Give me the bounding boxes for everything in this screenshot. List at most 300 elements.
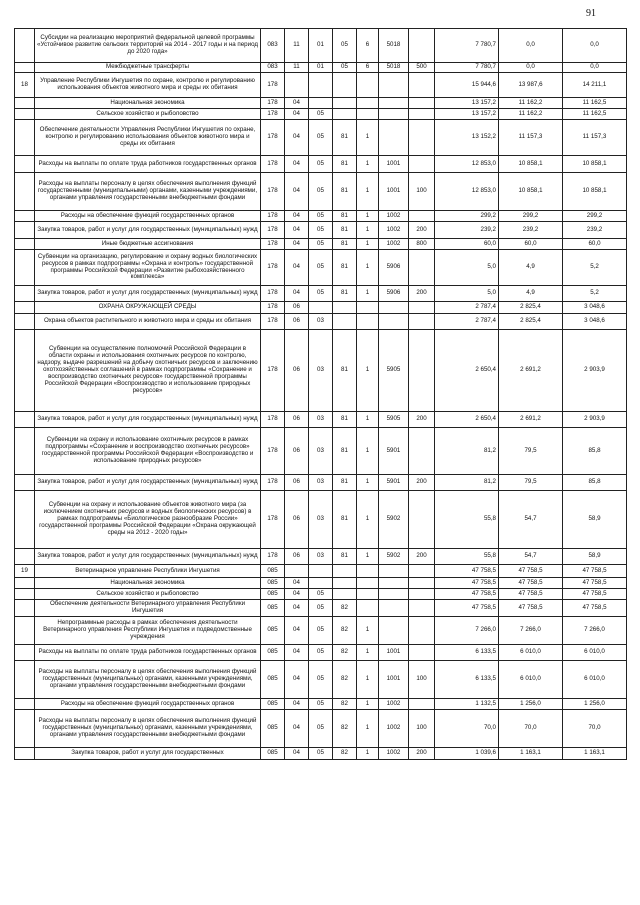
amount-year-3: 1 163,1 (563, 748, 627, 760)
code-direction: 1001 (379, 156, 409, 173)
row-number (15, 412, 35, 428)
item-name: Расходы на выплаты по оплате труда работников государственных органов (35, 156, 261, 173)
item-name: Сельское хозяйство и рыболовство (35, 589, 261, 600)
code-subsection: 05 (309, 617, 333, 645)
code-program: 81 (333, 286, 357, 302)
code-subsection: 05 (309, 748, 333, 760)
code-direction (379, 73, 409, 98)
code-direction (379, 302, 409, 314)
table-row (15, 475, 627, 491)
amount-year-3: 14 211,1 (563, 73, 627, 98)
code-expense-type (409, 589, 435, 600)
amount-year-2: 47 758,5 (499, 578, 563, 589)
amount-year-2: 299,2 (499, 211, 563, 222)
code-subprogram: 1 (357, 211, 379, 222)
table-row (15, 589, 627, 600)
row-number: 18 (15, 73, 35, 98)
amount-year-2: 79,5 (499, 475, 563, 491)
table-row (15, 211, 627, 222)
code-grbs: 178 (261, 314, 285, 330)
code-subsection: 03 (309, 330, 333, 412)
amount-year-2: 47 758,5 (499, 565, 563, 578)
row-number (15, 239, 35, 250)
table-row (15, 549, 627, 565)
amount-year-3: 5,2 (563, 286, 627, 302)
item-name: Закупка товаров, работ и услуг для государственных (муниципальных) нужд (35, 412, 261, 428)
item-name: Иные бюджетные ассигнования (35, 239, 261, 250)
code-subsection: 03 (309, 412, 333, 428)
code-expense-type: 200 (409, 412, 435, 428)
row-number (15, 98, 35, 109)
code-section: 04 (285, 578, 309, 589)
amount-year-3: 60,0 (563, 239, 627, 250)
code-subsection (309, 73, 333, 98)
code-direction (379, 617, 409, 645)
table-row (15, 286, 627, 302)
code-grbs: 178 (261, 475, 285, 491)
amount-year-2: 2 691,2 (499, 330, 563, 412)
item-name: Расходы на обеспечение функций государственных органов (35, 211, 261, 222)
code-grbs: 178 (261, 491, 285, 549)
code-direction: 5906 (379, 286, 409, 302)
code-program: 81 (333, 156, 357, 173)
code-grbs: 178 (261, 330, 285, 412)
table-row (15, 330, 627, 412)
item-name: Субвенции на организацию, регулирование и охрану водных биологических ресурсов в рамках подпрограммы «Охрана и контроль» государственной программы Российской Федерации «Развитие рыбохозяйственного комплекса» (35, 250, 261, 286)
code-subprogram: 1 (357, 491, 379, 549)
code-subsection: 05 (309, 710, 333, 748)
code-grbs: 083 (261, 29, 285, 63)
code-direction: 5905 (379, 330, 409, 412)
amount-year-3: 3 048,6 (563, 314, 627, 330)
item-name: Национальная экономика (35, 578, 261, 589)
amount-year-1: 7 780,7 (435, 29, 499, 63)
amount-year-2: 47 758,5 (499, 600, 563, 617)
code-grbs: 178 (261, 73, 285, 98)
code-expense-type (409, 29, 435, 63)
code-expense-type (409, 699, 435, 710)
table-row (15, 578, 627, 589)
code-section: 04 (285, 748, 309, 760)
code-subsection: 05 (309, 645, 333, 661)
row-number (15, 222, 35, 239)
code-grbs: 178 (261, 156, 285, 173)
code-direction (379, 109, 409, 120)
amount-year-2: 4,9 (499, 286, 563, 302)
code-subprogram: 1 (357, 330, 379, 412)
code-grbs: 085 (261, 645, 285, 661)
code-subprogram: 6 (357, 63, 379, 73)
row-number (15, 109, 35, 120)
table-row (15, 73, 627, 98)
code-section: 04 (285, 286, 309, 302)
item-name: Управление Республики Ингушетия по охране, контролю и регулированию использования объектов животного мира и среды их обитания (35, 73, 261, 98)
amount-year-3: 11 162,5 (563, 98, 627, 109)
row-number (15, 156, 35, 173)
code-subsection: 01 (309, 29, 333, 63)
row-number (15, 120, 35, 156)
code-direction: 5018 (379, 29, 409, 63)
amount-year-2: 7 266,0 (499, 617, 563, 645)
code-expense-type (409, 98, 435, 109)
code-subprogram: 1 (357, 120, 379, 156)
code-section: 04 (285, 239, 309, 250)
code-grbs: 178 (261, 211, 285, 222)
amount-year-1: 81,2 (435, 428, 499, 475)
code-subsection: 05 (309, 600, 333, 617)
table-row (15, 491, 627, 549)
code-program: 81 (333, 549, 357, 565)
budget-table (14, 28, 627, 760)
item-name: Субсидии на реализацию мероприятий федеральной целевой программы «Устойчивое развитие сельских территорий на 2014 - 2017 годы и на период до 2020 года» (35, 29, 261, 63)
code-section (285, 73, 309, 98)
code-subsection: 05 (309, 120, 333, 156)
row-number (15, 645, 35, 661)
code-grbs: 085 (261, 699, 285, 710)
row-number (15, 491, 35, 549)
amount-year-3: 239,2 (563, 222, 627, 239)
code-grbs: 178 (261, 286, 285, 302)
code-expense-type (409, 565, 435, 578)
code-program (333, 578, 357, 589)
amount-year-1: 7 780,7 (435, 63, 499, 73)
code-subprogram (357, 589, 379, 600)
amount-year-2: 11 162,2 (499, 98, 563, 109)
code-section: 04 (285, 699, 309, 710)
row-number (15, 314, 35, 330)
code-direction: 1002 (379, 699, 409, 710)
code-program: 82 (333, 645, 357, 661)
amount-year-2: 10 858,1 (499, 156, 563, 173)
code-program: 81 (333, 222, 357, 239)
code-program: 81 (333, 250, 357, 286)
code-expense-type (409, 109, 435, 120)
amount-year-1: 81,2 (435, 475, 499, 491)
item-name: Закупка товаров, работ и услуг для государственных (муниципальных) нужд (35, 549, 261, 565)
code-section: 04 (285, 211, 309, 222)
code-section: 04 (285, 222, 309, 239)
amount-year-3: 58,9 (563, 549, 627, 565)
code-subprogram: 1 (357, 428, 379, 475)
code-section: 04 (285, 589, 309, 600)
amount-year-1: 60,0 (435, 239, 499, 250)
amount-year-2: 47 758,5 (499, 589, 563, 600)
code-subsection: 03 (309, 428, 333, 475)
code-subprogram (357, 109, 379, 120)
amount-year-1: 13 152,2 (435, 120, 499, 156)
amount-year-3: 70,0 (563, 710, 627, 748)
code-expense-type (409, 314, 435, 330)
budget-table-body (15, 29, 627, 760)
code-program: 81 (333, 412, 357, 428)
code-section: 06 (285, 475, 309, 491)
code-direction (379, 120, 409, 156)
item-name: Охрана объектов растительного и животного мира и среды их обитания (35, 314, 261, 330)
amount-year-1: 12 853,0 (435, 156, 499, 173)
code-direction: 1001 (379, 173, 409, 211)
code-subsection: 05 (309, 173, 333, 211)
code-expense-type (409, 250, 435, 286)
table-row (15, 412, 627, 428)
code-subsection: 05 (309, 211, 333, 222)
amount-year-3: 0,0 (563, 63, 627, 73)
amount-year-2: 4,9 (499, 250, 563, 286)
code-direction: 1002 (379, 748, 409, 760)
row-number (15, 211, 35, 222)
code-direction: 5906 (379, 250, 409, 286)
table-row (15, 748, 627, 760)
code-expense-type: 100 (409, 173, 435, 211)
amount-year-1: 7 266,0 (435, 617, 499, 645)
code-section: 04 (285, 250, 309, 286)
amount-year-1: 2 787,4 (435, 302, 499, 314)
code-program: 82 (333, 710, 357, 748)
code-grbs: 085 (261, 600, 285, 617)
table-row (15, 314, 627, 330)
item-name: Обеспечение деятельности Управления Республики Ингушетия по охране, контролю и регулированию использования объектов животного мира и среды их обитания (35, 120, 261, 156)
item-name: Ветеринарное управление Республики Ингушетия (35, 565, 261, 578)
amount-year-2: 6 010,0 (499, 661, 563, 699)
code-expense-type: 200 (409, 222, 435, 239)
row-number (15, 661, 35, 699)
code-program: 05 (333, 29, 357, 63)
code-grbs: 085 (261, 661, 285, 699)
code-subprogram: 1 (357, 549, 379, 565)
code-subprogram (357, 600, 379, 617)
amount-year-3: 47 758,5 (563, 578, 627, 589)
amount-year-1: 55,8 (435, 549, 499, 565)
code-direction: 1002 (379, 211, 409, 222)
table-row (15, 109, 627, 120)
amount-year-2: 6 010,0 (499, 645, 563, 661)
amount-year-3: 10 858,1 (563, 156, 627, 173)
row-number (15, 330, 35, 412)
amount-year-3: 3 048,6 (563, 302, 627, 314)
code-program: 81 (333, 428, 357, 475)
code-subprogram: 1 (357, 710, 379, 748)
amount-year-2: 0,0 (499, 29, 563, 63)
code-direction: 1001 (379, 661, 409, 699)
page-number: 91 (586, 8, 596, 19)
item-name: Субвенции на охрану и использование охотничьих ресурсов в рамках подпрограммы «Сохранение и воспроизводство охотничьих ресурсов» государственной программы Российской Федерации «Воспроизводство и использование природных ресурсов» (35, 428, 261, 475)
item-name: Межбюджетные трансферты (35, 63, 261, 73)
code-subsection: 05 (309, 286, 333, 302)
code-subprogram (357, 314, 379, 330)
code-section: 04 (285, 120, 309, 156)
code-direction: 1002 (379, 222, 409, 239)
code-direction: 1001 (379, 645, 409, 661)
code-expense-type (409, 302, 435, 314)
row-number (15, 617, 35, 645)
row-number (15, 173, 35, 211)
code-subsection: 03 (309, 475, 333, 491)
amount-year-3: 47 758,5 (563, 600, 627, 617)
code-program: 05 (333, 63, 357, 73)
item-name: Закупка товаров, работ и услуг для государственных (35, 748, 261, 760)
code-direction (379, 98, 409, 109)
code-program: 81 (333, 211, 357, 222)
row-number (15, 710, 35, 748)
row-number (15, 699, 35, 710)
amount-year-2: 11 162,2 (499, 109, 563, 120)
amount-year-3: 10 858,1 (563, 173, 627, 211)
item-name: Расходы на выплаты персоналу в целях обеспечения выполнения функций государственных (муниципальных) органами, казенными учреждениями, органами управления государственными внебюджетными фондами (35, 710, 261, 748)
code-grbs: 178 (261, 428, 285, 475)
code-subprogram: 1 (357, 173, 379, 211)
code-subprogram (357, 73, 379, 98)
amount-year-2: 239,2 (499, 222, 563, 239)
code-subsection: 05 (309, 250, 333, 286)
code-expense-type (409, 578, 435, 589)
code-grbs: 085 (261, 565, 285, 578)
code-direction (379, 565, 409, 578)
amount-year-3: 85,8 (563, 428, 627, 475)
code-expense-type: 800 (409, 239, 435, 250)
item-name: Расходы на обеспечение функций государственных органов (35, 699, 261, 710)
item-name: Закупка товаров, работ и услуг для государственных (муниципальных) нужд (35, 286, 261, 302)
code-expense-type (409, 211, 435, 222)
amount-year-2: 1 256,0 (499, 699, 563, 710)
amount-year-2: 2 825,4 (499, 314, 563, 330)
row-number (15, 748, 35, 760)
code-subsection (309, 578, 333, 589)
row-number (15, 600, 35, 617)
amount-year-1: 2 787,4 (435, 314, 499, 330)
code-grbs: 083 (261, 63, 285, 73)
code-section: 06 (285, 491, 309, 549)
code-section: 06 (285, 412, 309, 428)
code-direction (379, 314, 409, 330)
code-direction: 5901 (379, 475, 409, 491)
amount-year-1: 6 133,5 (435, 645, 499, 661)
amount-year-1: 1 039,6 (435, 748, 499, 760)
code-subprogram: 1 (357, 699, 379, 710)
amount-year-3: 0,0 (563, 29, 627, 63)
code-grbs: 085 (261, 578, 285, 589)
amount-year-1: 5,0 (435, 250, 499, 286)
amount-year-1: 2 650,4 (435, 412, 499, 428)
code-subprogram: 1 (357, 748, 379, 760)
code-subsection (309, 98, 333, 109)
amount-year-2: 2 825,4 (499, 302, 563, 314)
code-subprogram: 1 (357, 412, 379, 428)
code-expense-type: 200 (409, 286, 435, 302)
item-name: Расходы на выплаты персоналу в целях обеспечения выполнения функций государственными (муниципальными) органами, казенными учреждениями, органами управления государственными внебюджетными фондами (35, 173, 261, 211)
item-name: Национальная экономика (35, 98, 261, 109)
amount-year-2: 54,7 (499, 491, 563, 549)
amount-year-3: 11 162,5 (563, 109, 627, 120)
table-row (15, 63, 627, 73)
code-subprogram (357, 565, 379, 578)
table-row (15, 661, 627, 699)
amount-year-1: 55,8 (435, 491, 499, 549)
row-number (15, 475, 35, 491)
amount-year-3: 58,9 (563, 491, 627, 549)
item-name: Расходы на выплаты персоналу в целях обеспечения выполнения функций государственных (муниципальных) органами, казенными учреждениями, органами управления государственными внебюджетными фондами (35, 661, 261, 699)
row-number (15, 286, 35, 302)
amount-year-2: 2 691,2 (499, 412, 563, 428)
code-direction (379, 600, 409, 617)
amount-year-3: 85,8 (563, 475, 627, 491)
code-grbs: 178 (261, 98, 285, 109)
amount-year-2: 60,0 (499, 239, 563, 250)
code-direction (379, 578, 409, 589)
amount-year-3: 1 256,0 (563, 699, 627, 710)
code-expense-type: 500 (409, 63, 435, 73)
code-subsection: 05 (309, 589, 333, 600)
table-row (15, 302, 627, 314)
code-subprogram (357, 98, 379, 109)
code-subsection: 05 (309, 661, 333, 699)
code-direction: 5901 (379, 428, 409, 475)
code-subprogram: 6 (357, 29, 379, 63)
table-row (15, 428, 627, 475)
table-row (15, 156, 627, 173)
code-program: 81 (333, 239, 357, 250)
code-subsection: 05 (309, 239, 333, 250)
code-section: 06 (285, 302, 309, 314)
code-grbs: 178 (261, 412, 285, 428)
item-name: Закупка товаров, работ и услуг для государственных (муниципальных) нужд (35, 475, 261, 491)
code-section: 06 (285, 428, 309, 475)
code-subsection: 05 (309, 156, 333, 173)
amount-year-3: 6 010,0 (563, 661, 627, 699)
row-number (15, 302, 35, 314)
code-section: 11 (285, 29, 309, 63)
code-section: 04 (285, 617, 309, 645)
code-grbs: 085 (261, 617, 285, 645)
table-row (15, 222, 627, 239)
code-direction: 5018 (379, 63, 409, 73)
item-name: Непрограммные расходы в рамках обеспечения деятельности Ветеринарного управления Республики Ингушетия и подведомственные учреждения (35, 617, 261, 645)
code-expense-type (409, 120, 435, 156)
amount-year-1: 13 157,2 (435, 98, 499, 109)
code-section: 04 (285, 173, 309, 211)
code-direction (379, 589, 409, 600)
code-direction: 1002 (379, 710, 409, 748)
amount-year-1: 47 758,5 (435, 600, 499, 617)
code-subprogram: 1 (357, 661, 379, 699)
amount-year-1: 70,0 (435, 710, 499, 748)
amount-year-1: 5,0 (435, 286, 499, 302)
code-expense-type (409, 428, 435, 475)
code-program: 82 (333, 617, 357, 645)
amount-year-2: 70,0 (499, 710, 563, 748)
code-expense-type (409, 491, 435, 549)
amount-year-1: 6 133,5 (435, 661, 499, 699)
row-number (15, 578, 35, 589)
code-program (333, 109, 357, 120)
amount-year-1: 12 853,0 (435, 173, 499, 211)
code-direction: 1002 (379, 239, 409, 250)
code-direction: 5902 (379, 491, 409, 549)
item-name: Обеспечение деятельности Ветеринарного управления Республики Ингушетия (35, 600, 261, 617)
row-number (15, 250, 35, 286)
code-expense-type: 200 (409, 475, 435, 491)
amount-year-3: 2 903,9 (563, 412, 627, 428)
amount-year-1: 47 758,5 (435, 589, 499, 600)
code-section: 06 (285, 549, 309, 565)
row-number (15, 63, 35, 73)
code-subsection: 03 (309, 314, 333, 330)
amount-year-2: 0,0 (499, 63, 563, 73)
amount-year-2: 11 157,3 (499, 120, 563, 156)
item-name: Сельское хозяйство и рыболовство (35, 109, 261, 120)
code-program (333, 314, 357, 330)
code-subprogram: 1 (357, 239, 379, 250)
row-number: 19 (15, 565, 35, 578)
amount-year-1: 47 758,5 (435, 578, 499, 589)
